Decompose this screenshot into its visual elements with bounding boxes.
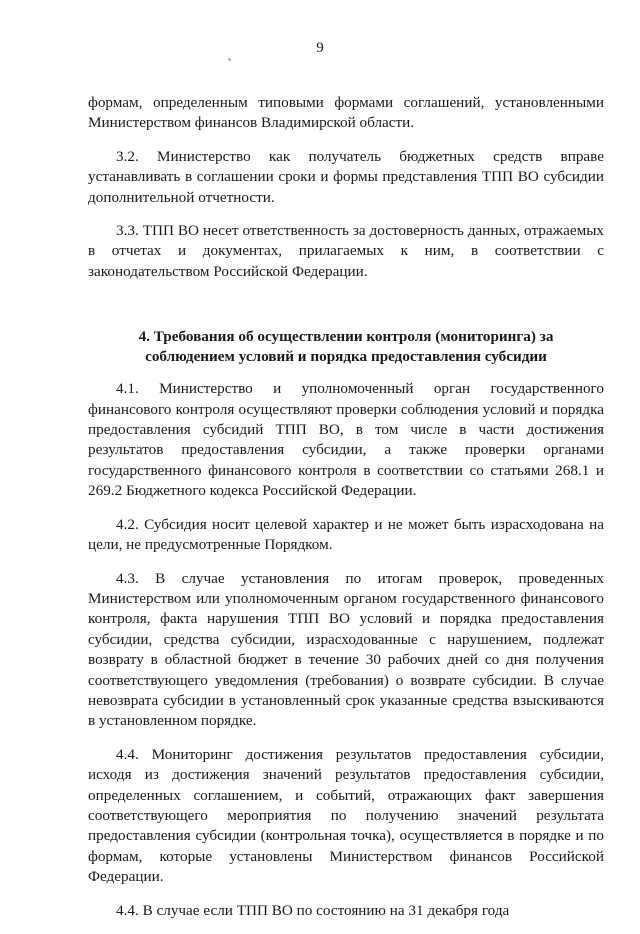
paragraph-4-4-monitoring: 4.4. Мониторинг достижения результатов предоставления субсидии, исходя из достижения значений результатов предоставления субсидии, определенных соглашением, и событий, отражающих факт завершения соответствующего мероприятия по получению значений результата предоставления субсидии (контрольная точка), осуществляется в порядке и по формам, которые установлены Министерством финансов Российской Федерации. (88, 745, 604, 886)
paragraph-3-2: 3.2. Министерство как получатель бюджетных средств вправе устанавливать в соглашении сроки и формы представления ТПП ВО субсидии дополнительной отчетности. (88, 147, 604, 206)
paragraph-continuation: формам, определенным типовыми формами соглашений, установленными Министерством финансов Владимирской области. (88, 94, 604, 132)
page-number: 9 (316, 40, 324, 56)
paragraph-3-3: 3.3. ТПП ВО несет ответственность за достоверность данных, отражаемых в отчетах и документах, прилагаемых к ним, в соответствии с законодательством Российской Федерации. (88, 222, 604, 280)
section-4-heading: 4. Требования об осуществлении контроля (мониторинга) за соблюдением условий и порядка предоставления субсидии (138, 328, 554, 366)
paragraph-4-1: 4.1. Министерство и уполномоченный орган государственного финансового контроля осуществляют проверки соблюдения условий и порядка предоставления субсидий ТПП ВО, в том числе в части достижения результатов предоставления субсидии, а также проверки органами государственного финансового контроля в соответствии со статьями 268.1 и 269.2 Бюджетного кодекса Российской Федерации. (88, 380, 604, 500)
paragraph-4-3: 4.3. В случае установления по итогам проверок, проведенных Министерством или уполномоченным органом государственного финансового контроля, факта нарушения ТПП ВО условий и порядка предоставления субсидии, средства субсидии, израсходованные с нарушением, подлежат возврату в областной бюджет в течение 30 рабочих дней со дня получения соответствующего уведомления (требования) о возврате субсидии. В случае невозврата субсидии в установленный срок указанные средства взыскиваются в установленном порядке. (88, 569, 604, 730)
document-body (88, 93, 604, 934)
paragraph-4-2: 4.2. Субсидия носит целевой характер и не может быть израсходована на цели, не предусмотренные Порядком. (88, 515, 604, 554)
paragraph-4-4-case: 4.4. В случае если ТПП ВО по состоянию на 31 декабря года (116, 901, 510, 919)
scan-speck (228, 58, 231, 61)
